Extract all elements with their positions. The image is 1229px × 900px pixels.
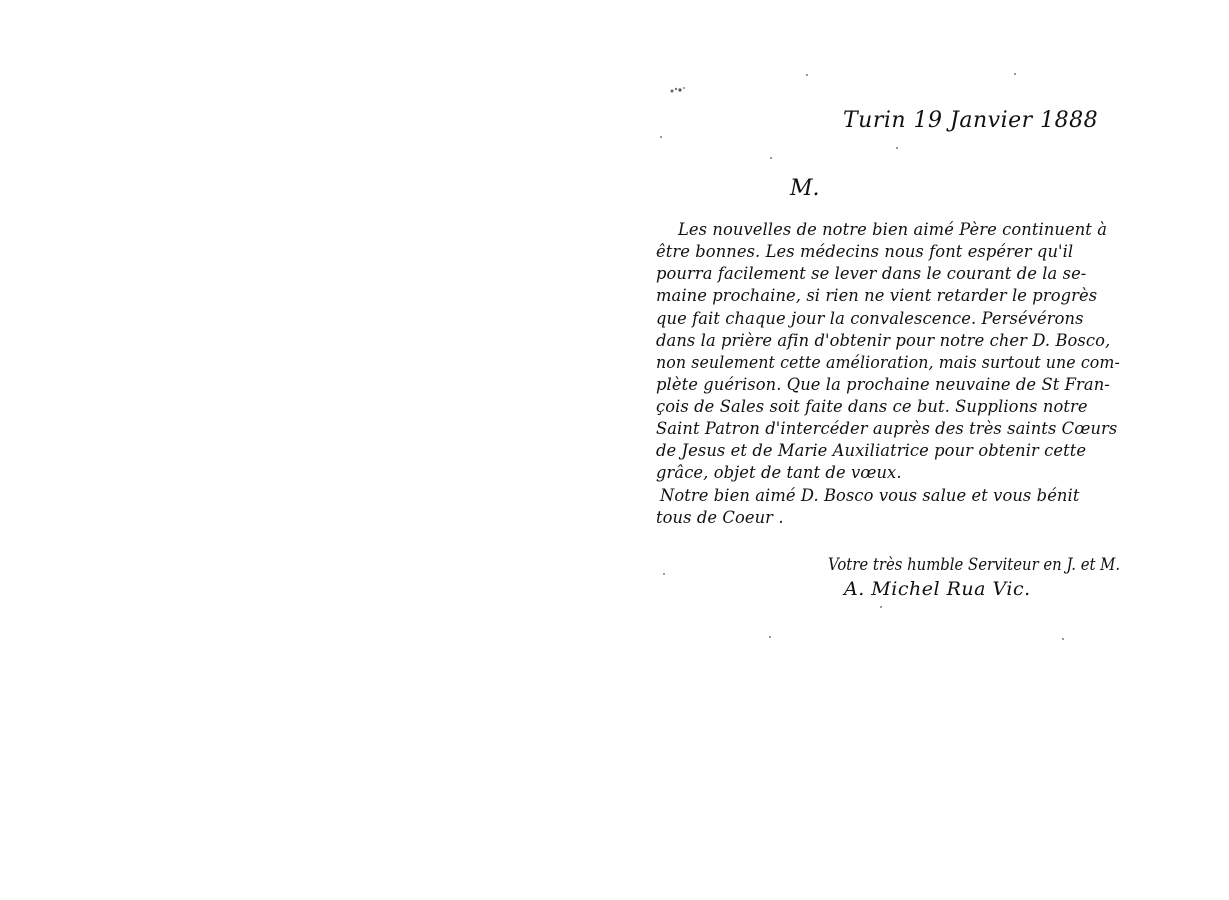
letter-line: pourra facilement se lever dans le courant de la se- bbox=[656, 264, 1087, 283]
letter-line: Les nouvelles de notre bien aimé Père continuent à bbox=[678, 220, 1108, 239]
letter-line: non seulement cette amélioration, mais surtout une com- bbox=[656, 353, 1120, 372]
letter-line: plète guérison. Que la prochaine neuvaine de St Fran- bbox=[656, 375, 1110, 394]
letter-line: Saint Patron d'intercéder auprès des très saints Cœurs bbox=[656, 419, 1118, 438]
letter-date: Turin 19 Janvier 1888 bbox=[843, 108, 1099, 133]
letter-line: dans la prière afin d'obtenir pour notre cher D. Bosco, bbox=[656, 331, 1111, 350]
letter-salutation: M. bbox=[790, 176, 820, 201]
letter-line: Notre bien aimé D. Bosco vous salue et vous bénit bbox=[660, 486, 1080, 505]
letter-signoff: Votre très humble Serviteur en J. et M. bbox=[828, 555, 1121, 574]
letter-line: être bonnes. Les médecins nous font espérer qu'il bbox=[656, 242, 1074, 261]
letter-line: maine prochaine, si rien ne vient retarder le progrès bbox=[656, 286, 1098, 305]
scan-speck bbox=[1014, 73, 1016, 75]
handwritten-letter bbox=[648, 100, 1121, 620]
ink-smudge bbox=[669, 86, 687, 94]
letter-line: de Jesus et de Marie Auxiliatrice pour obtenir cette bbox=[656, 441, 1087, 460]
scan-speck bbox=[806, 74, 808, 76]
letter-line: que fait chaque jour la convalescence. Persévérons bbox=[656, 309, 1084, 328]
letter-line: çois de Sales soit faite dans ce but. Supplions notre bbox=[656, 397, 1088, 416]
scan-speck bbox=[1062, 638, 1064, 640]
scan-speck bbox=[769, 636, 771, 638]
letter-line: tous de Coeur . bbox=[656, 508, 784, 527]
letter-signature: A. Michel Rua Vic. bbox=[844, 578, 1031, 600]
letter-line: grâce, objet de tant de vœux. bbox=[656, 463, 902, 482]
